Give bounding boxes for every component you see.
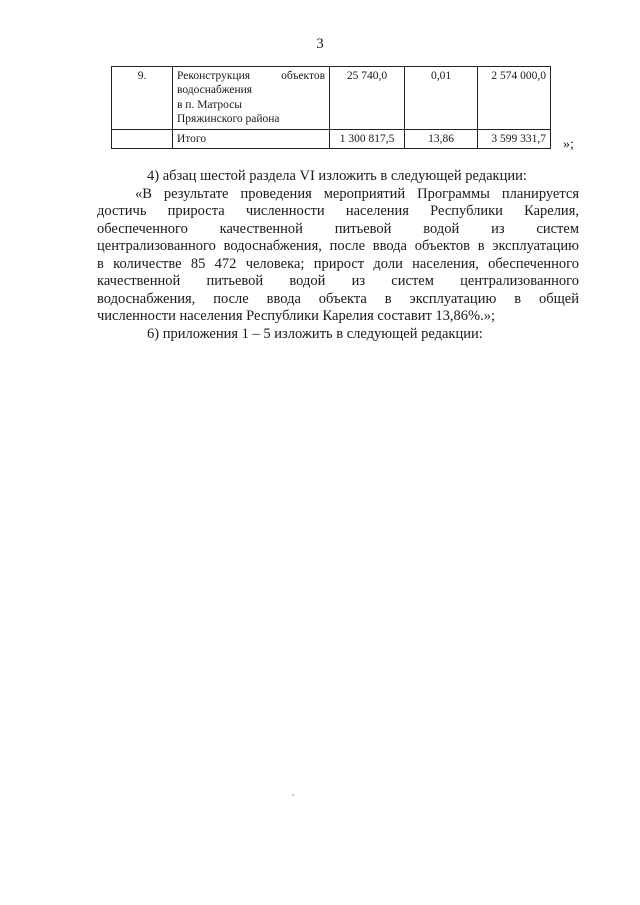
- quote-line: «В результате проведения мероприятий Программы планируется: [135, 185, 579, 202]
- item-4-paragraph: 4) абзац шестой раздела VI изложить в следующей редакции:: [147, 168, 527, 184]
- quote-line: обеспеченного качественной питьевой водой из систем: [97, 220, 579, 237]
- quote-line: численности населения Республики Карелия составит 13,86%.»;: [97, 308, 496, 324]
- object-name-line: в п. Матросы: [177, 98, 243, 111]
- document-body: [97, 168, 579, 343]
- quote-line: водоснабжения, после ввода объекта в эксплуатацию в общей: [97, 290, 579, 307]
- program-table: [111, 66, 551, 149]
- quote-line: централизованного водоснабжения, после ввода объектов в эксплуатацию: [97, 238, 579, 254]
- share-cell: 13,86: [405, 129, 478, 148]
- object-name-cell: [173, 67, 330, 130]
- page-number: 3: [316, 36, 324, 52]
- scan-dot: [292, 794, 294, 796]
- quoted-paragraph: [97, 186, 579, 326]
- closing-quote: »;: [563, 137, 574, 152]
- value-cell: 2 574 000,0: [478, 67, 551, 130]
- object-name-line: Пряжинского района: [177, 113, 280, 126]
- table-row: [112, 67, 551, 130]
- object-name-line: водоснабжения: [177, 84, 253, 97]
- quote-line: достичь прироста численности населения Республики Карелия,: [97, 203, 579, 219]
- item-6-paragraph: 6) приложения 1 – 5 изложить в следующей редакции:: [147, 325, 483, 342]
- total-label-cell: Итого: [173, 129, 330, 148]
- row-number-cell: [112, 129, 173, 148]
- table-row-total: [112, 129, 551, 148]
- share-cell: 0,01: [405, 67, 478, 130]
- row-number-cell: 9.: [112, 67, 173, 130]
- value-cell: 3 599 331,7: [478, 129, 551, 148]
- amount-cell: 1 300 817,5: [330, 129, 405, 148]
- object-name-line: Реконструкция объектов: [177, 70, 325, 82]
- amount-cell: 25 740,0: [330, 67, 405, 130]
- quote-line: качественной питьевой водой из систем централизованного: [97, 273, 579, 289]
- quote-line: в количестве 85 472 человека; прирост доли населения, обеспеченного: [97, 255, 579, 272]
